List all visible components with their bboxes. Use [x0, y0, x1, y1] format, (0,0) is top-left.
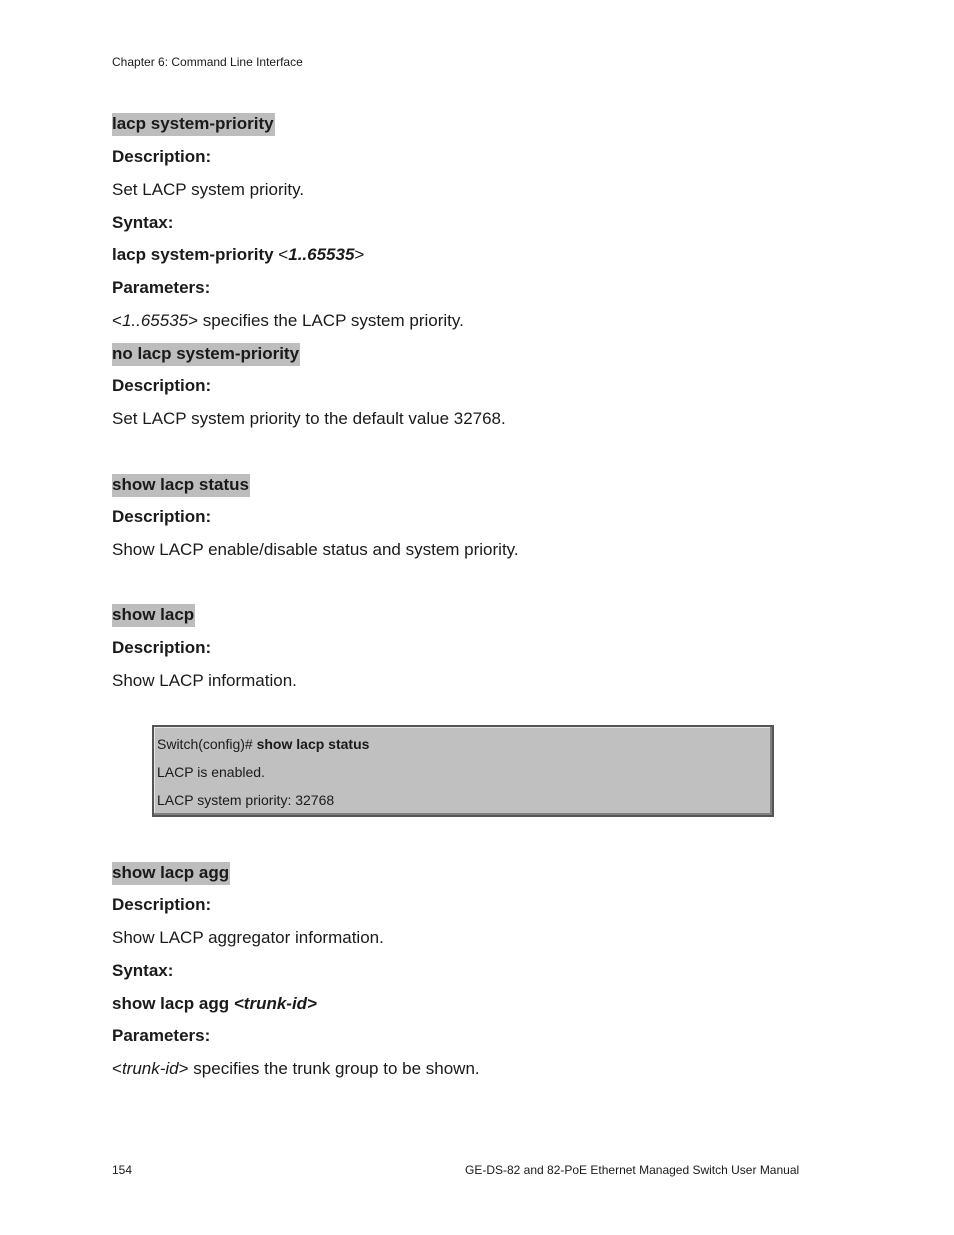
description-label: Description:: [112, 507, 212, 526]
param-gt: >: [178, 1059, 189, 1078]
description-label: Description:: [112, 895, 212, 914]
command-heading-lacp-system-priority: lacp system-priority: [112, 113, 275, 136]
param-gt: >: [188, 311, 199, 330]
param-name: trunk-id: [121, 1059, 179, 1078]
syntax-command: show lacp agg: [112, 994, 234, 1013]
command-heading-no-lacp-system-priority: no lacp system-priority: [112, 343, 300, 366]
cli-command: show lacp status: [256, 736, 370, 752]
command-heading-show-lacp-status: show lacp status: [112, 474, 250, 497]
cli-prompt: Switch(config)#: [157, 736, 257, 752]
param-lt: <: [112, 1059, 122, 1078]
command-heading-show-lacp-agg: show lacp agg: [112, 862, 230, 885]
syntax-line: [112, 244, 364, 266]
page-number: 154: [112, 1163, 133, 1177]
syntax-label: Syntax:: [112, 961, 174, 980]
description-text: Show LACP aggregator information.: [112, 928, 384, 947]
syntax-parameter: <trunk-id>: [233, 994, 317, 1013]
syntax-line: [112, 993, 317, 1015]
cli-output-line: LACP is enabled.: [157, 764, 265, 780]
cli-output-line: LACP system priority: 32768: [157, 792, 335, 808]
param-lt: <: [112, 311, 122, 330]
param-desc: specifies the trunk group to be shown.: [188, 1059, 480, 1078]
description-label: Description:: [112, 376, 212, 395]
param-desc: specifies the LACP system priority.: [198, 311, 464, 330]
description-text: Show LACP enable/disable status and system priority.: [112, 540, 519, 559]
syntax-parameter: 1..65535: [288, 245, 355, 264]
parameters-label: Parameters:: [112, 278, 211, 297]
running-header: Chapter 6: Command Line Interface: [112, 55, 303, 69]
syntax-gt: >: [354, 245, 365, 264]
description-text: Set LACP system priority to the default value 32768.: [112, 409, 506, 428]
parameter-description: [112, 1058, 480, 1080]
parameters-label: Parameters:: [112, 1026, 211, 1045]
parameter-description: [112, 310, 464, 332]
command-heading-show-lacp: show lacp: [112, 604, 195, 627]
description-text: Set LACP system priority.: [112, 180, 305, 199]
cli-example-box: [152, 725, 774, 817]
description-label: Description:: [112, 638, 212, 657]
description-label: Description:: [112, 147, 212, 166]
syntax-label: Syntax:: [112, 213, 174, 232]
description-text: Show LACP information.: [112, 671, 297, 690]
manual-title: GE-DS-82 and 82-PoE Ethernet Managed Switch User Manual: [465, 1163, 800, 1177]
syntax-lt: <: [278, 245, 289, 264]
cli-command-line: [157, 735, 369, 753]
param-name: 1..65535: [121, 311, 189, 330]
syntax-command: lacp system-priority: [112, 245, 274, 264]
